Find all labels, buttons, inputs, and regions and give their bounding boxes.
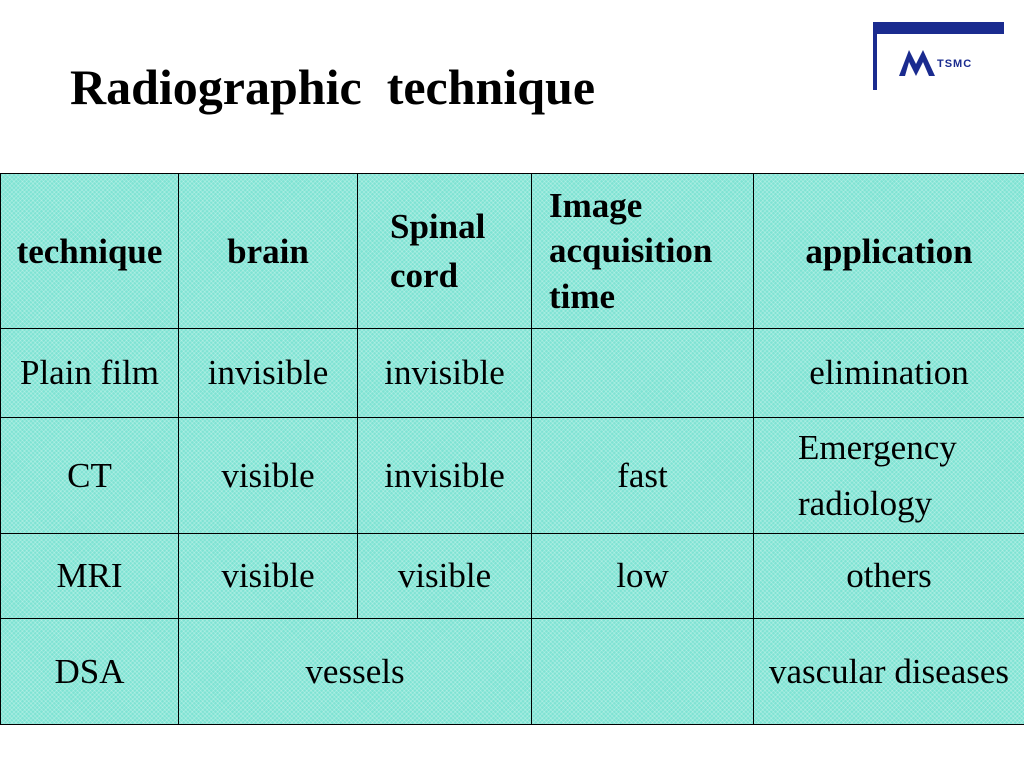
- slide-title: Radiographic technique: [70, 59, 596, 115]
- tsmc-logo: [873, 22, 1004, 90]
- cell-brain: invisible: [179, 329, 358, 418]
- table-row: [1, 418, 1024, 534]
- cell-vessels-merged: vessels: [179, 619, 532, 725]
- cell-technique: MRI: [1, 534, 179, 619]
- cell-time: low: [532, 534, 754, 619]
- cell-brain: visible: [179, 534, 358, 619]
- cell-time: [532, 329, 754, 418]
- technique-table: [0, 173, 1024, 725]
- cell-time: [532, 619, 754, 725]
- cell-time: fast: [532, 418, 754, 534]
- header-technique: technique: [1, 174, 179, 329]
- table-row: [1, 329, 1024, 418]
- tsmc-mountain-icon: [899, 44, 937, 78]
- cell-technique: CT: [1, 418, 179, 534]
- cell-spinal-cord: invisible: [358, 418, 532, 534]
- cell-application: Emergency radiology: [754, 418, 1024, 534]
- table-row: [1, 534, 1024, 619]
- cell-spinal-cord: visible: [358, 534, 532, 619]
- cell-brain: visible: [179, 418, 358, 534]
- cell-application: others: [754, 534, 1024, 619]
- cell-application: elimination: [754, 329, 1024, 418]
- cell-spinal-cord: invisible: [358, 329, 532, 418]
- table-row: [1, 619, 1024, 725]
- header-brain: brain: [179, 174, 358, 329]
- header-acquisition-time: Image acquisition time: [532, 174, 754, 329]
- header-application: application: [754, 174, 1024, 329]
- cell-application: vascular diseases: [754, 619, 1024, 725]
- table-header-row: [1, 174, 1024, 329]
- logo-text: TSMC: [937, 58, 973, 70]
- cell-technique: DSA: [1, 619, 179, 725]
- header-spinal-cord: Spinal cord: [358, 174, 532, 329]
- cell-technique: Plain film: [1, 329, 179, 418]
